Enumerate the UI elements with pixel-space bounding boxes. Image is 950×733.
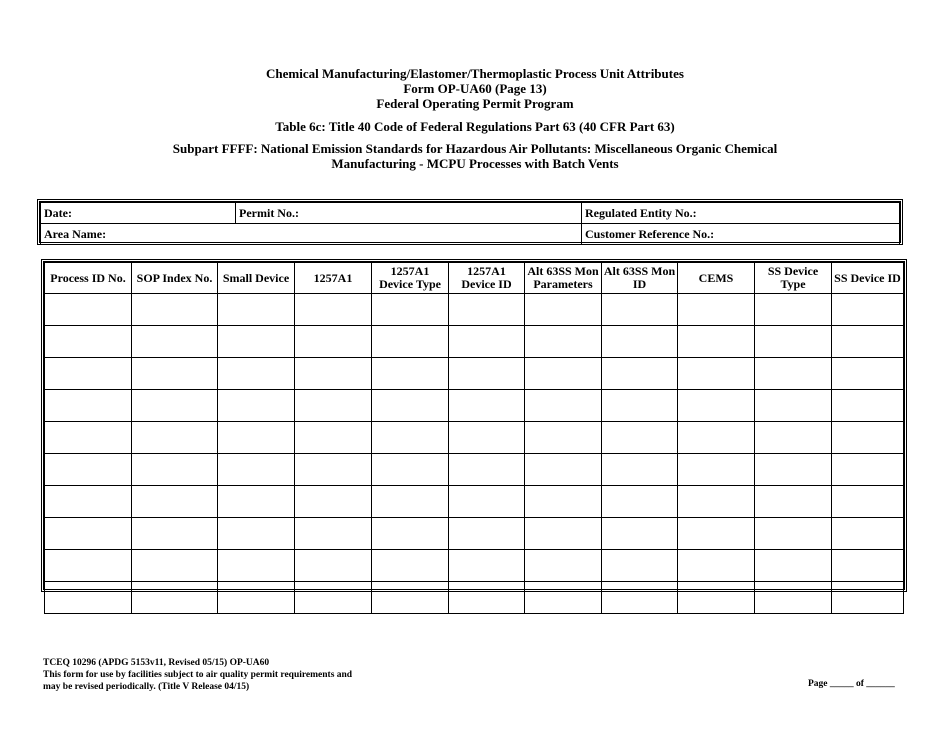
table-cell[interactable]	[132, 550, 218, 582]
table-cell[interactable]	[372, 358, 449, 390]
table-cell[interactable]	[832, 486, 904, 518]
form-number: Form OP-UA60 (Page 13)	[403, 81, 547, 96]
table-cell[interactable]	[372, 294, 449, 326]
table-cell[interactable]	[449, 454, 525, 486]
program-name: Federal Operating Permit Program	[376, 96, 574, 111]
table-cell[interactable]	[525, 390, 602, 422]
table-cell[interactable]	[45, 550, 132, 582]
table-cell[interactable]	[218, 518, 295, 550]
usage-note-line2: may be revised periodically. (Title V Release 04/15)	[43, 682, 250, 692]
table-cell[interactable]	[295, 486, 372, 518]
table-cell[interactable]	[525, 454, 602, 486]
table-row	[45, 582, 904, 614]
table-cell[interactable]	[602, 486, 678, 518]
table-header-row	[45, 263, 904, 294]
column-header: Alt 63SS Mon Parameters	[525, 263, 602, 294]
table-cell[interactable]	[755, 582, 832, 614]
table-cell[interactable]	[45, 294, 132, 326]
table-title: Table 6c: Title 40 Code of Federal Regulations Part 63 (40 CFR Part 63)	[275, 119, 675, 134]
table-body	[45, 294, 904, 614]
table-cell[interactable]	[678, 422, 755, 454]
table-cell[interactable]	[132, 358, 218, 390]
table-cell[interactable]	[45, 422, 132, 454]
table-cell[interactable]	[755, 454, 832, 486]
table-cell[interactable]	[832, 550, 904, 582]
table-cell[interactable]	[132, 422, 218, 454]
table-cell[interactable]	[678, 454, 755, 486]
column-header: 1257A1 Device ID	[449, 263, 525, 294]
subpart-title-line1: Subpart FFFF: National Emission Standards for Hazardous Air Pollutants: Miscellaneous Organic Chemical	[172, 141, 778, 156]
table-cell[interactable]	[295, 358, 372, 390]
table-cell[interactable]	[45, 454, 132, 486]
permit-number-field[interactable]: Permit No.:	[236, 203, 582, 224]
table-cell[interactable]	[295, 294, 372, 326]
table-cell[interactable]	[372, 454, 449, 486]
table-cell[interactable]	[832, 518, 904, 550]
table-cell[interactable]	[449, 582, 525, 614]
table-cell[interactable]	[372, 422, 449, 454]
table-cell[interactable]	[602, 422, 678, 454]
table-row	[45, 358, 904, 390]
subpart-title-line2: Manufacturing - MCPU Processes with Batch Vents	[331, 156, 619, 171]
table-cell[interactable]	[132, 454, 218, 486]
table-cell[interactable]	[218, 454, 295, 486]
table-cell[interactable]	[218, 358, 295, 390]
usage-note-line1: This form for use by facilities subject to air quality permit requirements and	[43, 670, 353, 680]
column-header: CEMS	[678, 263, 755, 294]
attributes-table-box	[41, 259, 907, 592]
table-cell[interactable]	[525, 486, 602, 518]
table-title-block	[0, 119, 950, 134]
column-header: Alt 63SS Mon ID	[602, 263, 678, 294]
area-name-field[interactable]: Area Name:	[41, 224, 582, 245]
form-revision: TCEQ 10296 (APDG 5153v11, Revised 05/15) OP-UA60	[43, 658, 270, 668]
table-cell[interactable]	[602, 454, 678, 486]
table-row	[45, 422, 904, 454]
attributes-table	[44, 262, 904, 614]
table-cell[interactable]	[45, 486, 132, 518]
table-row	[45, 486, 904, 518]
table-row	[45, 390, 904, 422]
column-header: Small Device	[218, 263, 295, 294]
table-cell[interactable]	[449, 326, 525, 358]
table-cell[interactable]	[525, 326, 602, 358]
table-cell[interactable]	[602, 358, 678, 390]
customer-reference-field[interactable]: Customer Reference No.:	[582, 224, 900, 245]
table-cell[interactable]	[755, 486, 832, 518]
table-cell[interactable]	[372, 550, 449, 582]
table-cell[interactable]	[449, 486, 525, 518]
table-cell[interactable]	[295, 326, 372, 358]
table-cell[interactable]	[525, 518, 602, 550]
column-header: SS Device ID	[832, 263, 904, 294]
column-header: 1257A1	[295, 263, 372, 294]
table-cell[interactable]	[832, 582, 904, 614]
table-cell[interactable]	[449, 550, 525, 582]
table-cell[interactable]	[295, 422, 372, 454]
table-cell[interactable]	[218, 582, 295, 614]
table-cell[interactable]	[525, 550, 602, 582]
table-row	[45, 294, 904, 326]
table-cell[interactable]	[218, 326, 295, 358]
table-cell[interactable]	[372, 582, 449, 614]
table-cell[interactable]	[602, 582, 678, 614]
table-cell[interactable]	[755, 422, 832, 454]
table-cell[interactable]	[295, 582, 372, 614]
table-cell[interactable]	[525, 294, 602, 326]
table-cell[interactable]	[678, 390, 755, 422]
table-cell[interactable]	[132, 390, 218, 422]
page-number: Page _____ of ______	[808, 679, 895, 689]
table-cell[interactable]	[832, 422, 904, 454]
table-cell[interactable]	[449, 358, 525, 390]
table-cell[interactable]	[295, 454, 372, 486]
table-cell[interactable]	[449, 294, 525, 326]
table-cell[interactable]	[678, 486, 755, 518]
table-cell[interactable]	[755, 358, 832, 390]
table-cell[interactable]	[832, 454, 904, 486]
table-cell[interactable]	[449, 390, 525, 422]
table-cell[interactable]	[372, 518, 449, 550]
table-cell[interactable]	[678, 518, 755, 550]
table-cell[interactable]	[45, 518, 132, 550]
table-cell[interactable]	[832, 390, 904, 422]
table-cell[interactable]	[832, 358, 904, 390]
table-cell[interactable]	[525, 358, 602, 390]
table-cell[interactable]	[525, 582, 602, 614]
table-cell[interactable]	[372, 486, 449, 518]
table-cell[interactable]	[218, 422, 295, 454]
table-cell[interactable]	[45, 582, 132, 614]
table-cell[interactable]	[678, 550, 755, 582]
table-cell[interactable]	[132, 486, 218, 518]
table-cell[interactable]	[132, 294, 218, 326]
table-cell[interactable]	[602, 390, 678, 422]
table-cell[interactable]	[295, 550, 372, 582]
table-cell[interactable]	[832, 326, 904, 358]
table-cell[interactable]	[45, 390, 132, 422]
table-cell[interactable]	[218, 550, 295, 582]
column-header: Process ID No.	[45, 263, 132, 294]
table-cell[interactable]	[132, 582, 218, 614]
table-cell[interactable]	[449, 518, 525, 550]
table-cell[interactable]	[678, 582, 755, 614]
table-cell[interactable]	[832, 294, 904, 326]
table-cell[interactable]	[602, 294, 678, 326]
table-row	[45, 326, 904, 358]
table-cell[interactable]	[218, 390, 295, 422]
table-cell[interactable]	[602, 518, 678, 550]
table-cell[interactable]	[449, 422, 525, 454]
table-cell[interactable]	[45, 358, 132, 390]
form-title: Chemical Manufacturing/Elastomer/Thermoplastic Process Unit Attributes	[266, 66, 684, 81]
info-box	[37, 199, 903, 245]
subpart-title-block	[0, 141, 950, 171]
date-field[interactable]: Date:	[41, 203, 236, 224]
form-header	[0, 66, 950, 111]
table-cell[interactable]	[295, 518, 372, 550]
table-cell[interactable]	[218, 486, 295, 518]
table-cell[interactable]	[678, 326, 755, 358]
table-cell[interactable]	[132, 326, 218, 358]
footer-notes	[43, 657, 352, 693]
table-cell[interactable]	[755, 326, 832, 358]
column-header: SS Device Type	[755, 263, 832, 294]
table-row	[45, 550, 904, 582]
table-cell[interactable]	[602, 326, 678, 358]
table-cell[interactable]	[372, 390, 449, 422]
table-cell[interactable]	[678, 294, 755, 326]
column-header: SOP Index No.	[132, 263, 218, 294]
table-cell[interactable]	[132, 518, 218, 550]
table-cell[interactable]	[295, 390, 372, 422]
table-row	[45, 518, 904, 550]
table-cell[interactable]	[602, 550, 678, 582]
table-row	[45, 454, 904, 486]
column-header: 1257A1 Device Type	[372, 263, 449, 294]
regulated-entity-field[interactable]: Regulated Entity No.:	[582, 203, 900, 224]
table-cell[interactable]	[755, 390, 832, 422]
table-cell[interactable]	[678, 358, 755, 390]
table-cell[interactable]	[218, 294, 295, 326]
table-cell[interactable]	[755, 550, 832, 582]
table-cell[interactable]	[755, 518, 832, 550]
info-table	[40, 202, 900, 245]
table-cell[interactable]	[45, 326, 132, 358]
table-cell[interactable]	[755, 294, 832, 326]
table-cell[interactable]	[372, 326, 449, 358]
table-cell[interactable]	[525, 422, 602, 454]
